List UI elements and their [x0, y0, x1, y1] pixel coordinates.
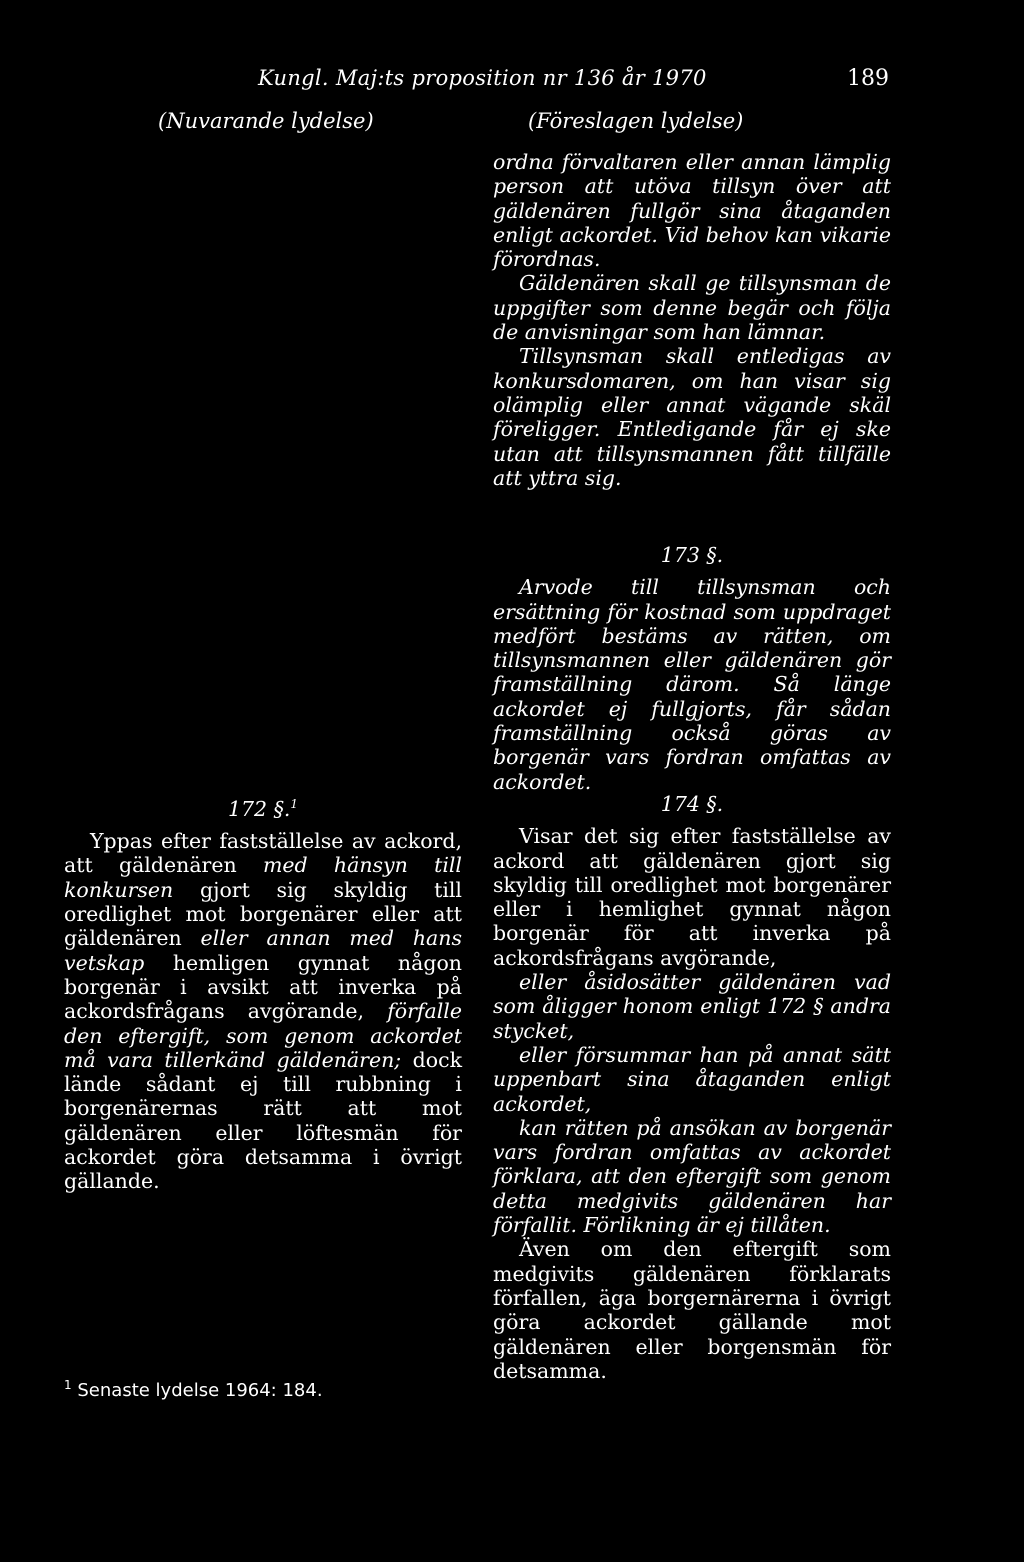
right-column-continuation	[493, 150, 891, 490]
paragraph: Arvode till tillsynsman och ersättning för kostnad som uppdraget medfört bestäms av rätten, om tillsynsmannen eller gäldenären gör framställning därom. Så länge ackordet ej fullgjorts, får sådan framställning också göras av borgenär vars fordran omfattas av ackordet.	[493, 575, 891, 794]
paragraph: ordna förvaltaren eller annan lämplig person att utöva tillsyn över att gäldenären fullgör sina åtaganden enligt ackordet. Vid behov kan vikarie förordnas.	[493, 150, 891, 272]
paragraph: Gäldenären skall ge tillsynsman de uppgifter som denne begär och följa de anvisningar som han lämnar.	[493, 271, 891, 345]
section-174	[493, 792, 891, 1383]
left-column-heading: (Nuvarande lydelse)	[158, 109, 374, 133]
paragraph: eller försummar han på annat sätt uppenbart sina åtaganden enligt ackordet,	[493, 1042, 891, 1116]
page-header: Kungl. Maj:ts proposition nr 136 år 1970	[258, 66, 707, 90]
paragraph: Visar det sig efter fastställelse av ackord att gäldenären gjort sig skyldig till oredlighet mot borgenärer eller i hemlighet gynnat någon borgenär för att inverka på ackordsfrågans avgörande,	[493, 824, 891, 970]
footnote-marker: 1	[64, 1378, 72, 1392]
footnote	[64, 1378, 323, 1401]
paragraph	[64, 829, 462, 1193]
text-run-italic: eller annan med hans vetskap	[64, 926, 463, 975]
right-column-heading: (Föreslagen lydelse)	[528, 109, 744, 133]
text-run-italic: med hänsyn till konkursen	[64, 853, 462, 902]
text-run: hemligen gynnat någon borgenär i avsikt att inverka på ackordsfrågans avgörande,	[64, 950, 462, 1024]
text-run: Yppas efter fastställelse av ackord, att gäldenären	[64, 829, 462, 878]
text-run-italic: förfalle den eftergift, som genom ackordet må vara tillerkänd gäldenären;	[64, 999, 462, 1072]
section-heading: 174 §.	[660, 792, 724, 816]
section-heading-text: 172 §.	[227, 796, 291, 821]
paragraph: kan rätten på ansökan av borgenär vars fordran omfattas av ackordet förklara, att den eftergift som genom detta medgivits gäldenären har förfallit. Förlikning är ej tillåten.	[493, 1115, 891, 1238]
footnote-marker: 1	[290, 797, 299, 811]
text-run: dock lände sådant ej till rubbning i borgenärernas rätt att mot gäldenären eller löftesmän för ackordet göra detsamma i övrigt gällande.	[64, 1047, 462, 1194]
paragraph: Tillsynsman skall entledigas av konkursdomaren, om han visar sig olämplig eller annat vägande skäl föreligger. Entledigande får ej ske utan att tillsynsmannen fått tillfälle att yttra sig.	[493, 344, 891, 490]
footnote-text: Senaste lydelse 1964: 184.	[77, 1380, 323, 1401]
section-heading: 173 §.	[660, 543, 724, 567]
page-number: 189	[847, 66, 889, 91]
text-run: gjort sig skyldig till oredlighet mot borgenärer eller att gäldenären	[64, 877, 462, 951]
section-172	[64, 792, 462, 1194]
section-173	[493, 543, 891, 794]
paragraph: Även om den eftergift som medgivits gäldenären förklarats förfallen, äga borgernärerna i övrigt göra ackordet gällande mot gäldenären eller borgensmän för detsamma.	[493, 1237, 891, 1383]
paragraph: eller åsidosätter gäldenären vad som åligger honom enligt 172 § andra stycket,	[493, 970, 891, 1043]
section-heading	[64, 792, 462, 821]
